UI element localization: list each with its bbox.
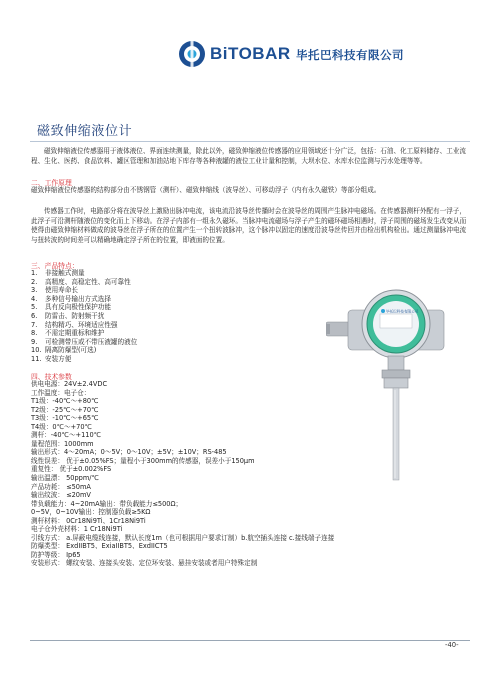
spec-row: 防爆类型： ExdIIBT5、ExiaIIBT5、ExdIICT5 [31,542,168,551]
feature-item: 5. 具有反向极性保护功能 [31,303,111,312]
intro-paragraph: 磁致伸缩液位传感器用于液体液位、界面连续测量，除此以外，磁致伸缩液位传感器的应用领域还十分广泛，包括：石油、化工原料储存、工业流程、生化、医药、食品饮料、罐区管理和加油站地下库存等各种液罐的液位工业计量和控制，大坝水位、水库水位监测与污水处理等等。 [31,147,466,165]
spec-row: 输出温漂： 50ppm/℃ [31,474,99,483]
feature-item: 1. 非接触式测量 [31,269,85,277]
spec-row: T3级：-10℃～+65℃ [31,414,99,423]
spec-row: 输出纹波： ≤20mV [31,491,91,500]
features-heading: 三、产品特点： [31,262,79,270]
logo-wordmark: BiTOBAR [210,44,291,63]
principle-paragraph-2: 传感器工作时，电路部分将在波导丝上激励出脉冲电流，该电流沿波导丝传播时会在波导丝的周围产生脉冲电磁场。在传感器测杆外配有一浮子，此浮子可沿测杆随液位的变化而上下移动。在浮子内部有一组永久磁环。当脉冲电流磁场与浮子产生的磁环磁场相遇时，浮子周围的磁场发生改变从而使得由磁致伸缩材料做成的波导丝在浮子所在的位置产生一个扭转波脉冲，这个脉冲以固定的速度沿波导丝传回并由检出机构检出。通过测量脉冲电流与扭转波的时间差可以精确地确定浮子所在的位置，即液面的位置。 [31,207,467,244]
spec-row: 0~5V，0~10V输出：控制器负载≥5KΩ [31,508,151,517]
spec-row: T1级：-40℃～+80℃ [31,397,99,406]
spec-row: 测杆：-40℃～+110℃ [31,431,102,440]
feature-item: 2. 高精度、高稳定性、高可靠性 [31,277,131,286]
feature-item: 4. 多种信号输出方式选择 [31,294,111,303]
spec-row: 防护等级： Ip65 [31,550,81,559]
feature-item: 3. 使用寿命长 [31,286,78,295]
level-sensor-image [326,284,466,484]
principle-heading: 二、工作原理 [31,179,72,187]
spec-row: 供电电源：24V±2.4VDC [31,380,108,388]
footer-divider [30,640,470,641]
feature-item: 11. 安装方便 [31,354,72,363]
spec-row: 引线方式： a.屏蔽电缆线连接，默认长度1m（也可根据用户要求订制）b.航空插头连接 c.接线端子连接 [31,533,335,542]
spec-row: 带负载能力：4~20mA输出：带负载能力≤500Ω； [31,499,183,508]
feature-item: 10. 隔离防爆型(可选) [31,346,97,355]
spec-row: 测杆材料： 0Cr18Ni9Ti、1Cr18Ni9Ti [31,516,146,525]
spec-row: T2级：-25℃～+70℃ [31,405,99,414]
title-divider [30,141,470,142]
page-number: -40- [445,641,459,649]
feature-item: 7. 结构精巧、环境适应性强 [31,320,118,329]
company-name: 毕托巴科技有限公司 [296,50,404,62]
spec-row: 输出形式：4～20mA；0～5V；0～10V；±5V；±10V；RS-485 [31,448,227,457]
spec-row: 线性误差： 优于±0.05%FS；量程小于300mm的传感器，误差小于150μm [31,456,255,465]
feature-item: 9. 可检测带压或不带压液罐的液位 [31,337,138,346]
device-label: 毕托巴科技有限公司 [386,309,419,314]
spec-row: 安装形式： 螺纹安装、连接头安装、定位环安装、悬挂安装或者用户特殊定制 [31,559,258,568]
page-title: 磁致伸缩液位计 [37,124,133,139]
features-list [31,269,137,364]
spec-row: 电子仓外壳材料：1 Cr18Ni9Ti [31,525,123,534]
principle-paragraph-1: 磁致伸缩液位传感器的结构部分由不锈钢管（测杆）、磁致伸缩线（波导丝）、可移动浮子（内有永久磁铁）等部分组成。 [31,186,381,194]
feature-item: 6. 防雷击、防射频干扰 [31,311,105,320]
bitobar-logo-icon [178,40,206,68]
spec-row: 重复性： 优于±0.002%FS [31,465,112,474]
spec-row: 产品功耗： ≤50mA [31,482,91,491]
specs-heading: 四、技术参数 [31,373,72,381]
spec-row: 量程范围：1000mm [31,439,94,448]
spec-row: 工作温度：电子仓： [31,388,91,397]
spec-row: T4级：0℃～+70℃ [31,422,92,431]
company-header [178,40,428,70]
feature-item: 8. 不需定期重标和维护 [31,329,105,338]
